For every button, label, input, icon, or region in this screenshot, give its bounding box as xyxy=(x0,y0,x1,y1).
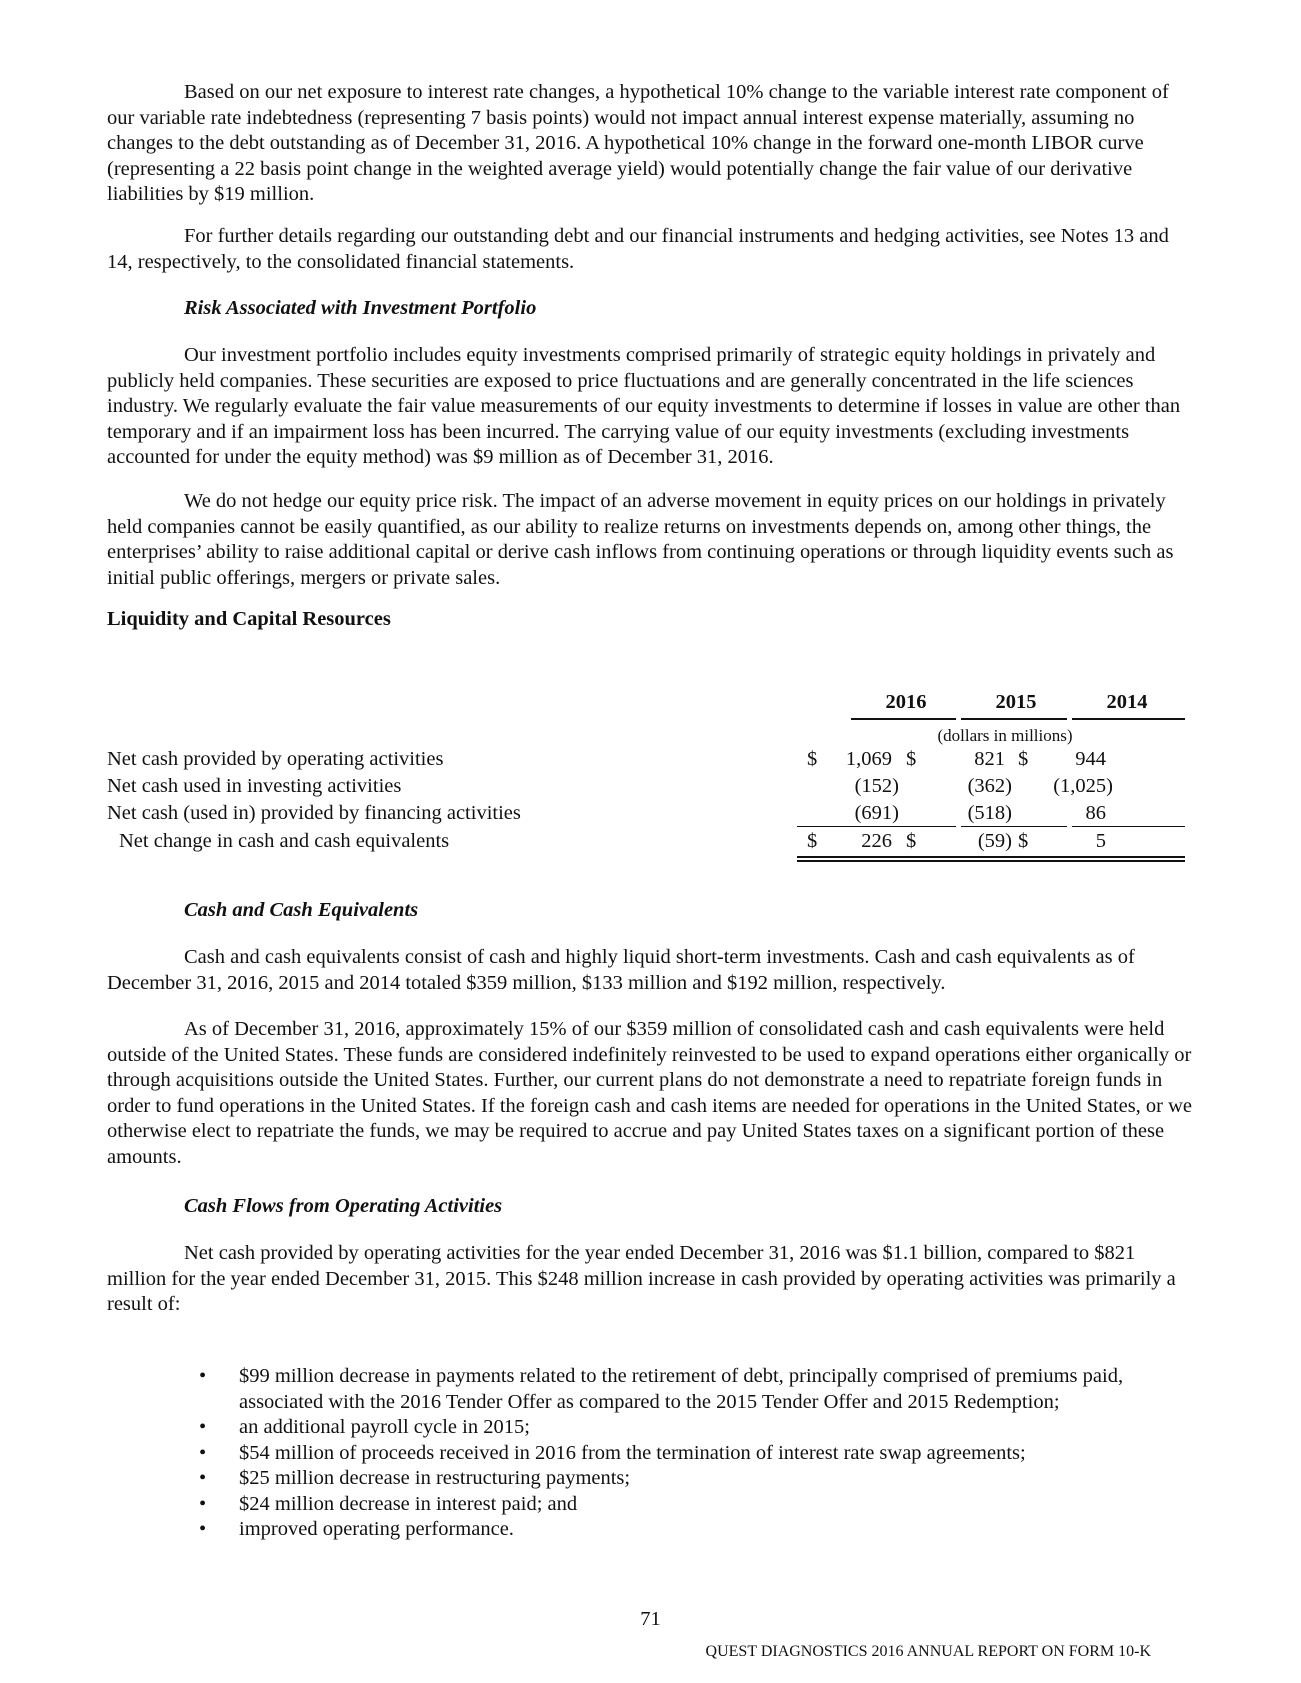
dollar-sign: $ xyxy=(807,830,818,852)
double-rule-2014-bottom xyxy=(1018,860,1185,862)
cash-flow-summary-table xyxy=(107,690,1197,870)
value-net-change-2014: 5 xyxy=(1095,830,1106,852)
list-item xyxy=(184,1364,1194,1415)
total-rule-2014 xyxy=(1072,826,1185,827)
value-financing-2014: 86 xyxy=(1085,802,1106,824)
total-rule-2015 xyxy=(961,826,1067,827)
table-units-label: (dollars in millions) xyxy=(937,726,1073,745)
value-net-change-2016: 226 xyxy=(861,830,892,852)
row-label-net-change: Net change in cash and cash equivalents xyxy=(119,830,450,852)
value-financing-2015: (518) xyxy=(967,802,1012,824)
report-footer: QUEST DIAGNOSTICS 2016 ANNUAL REPORT ON FORM 10-K xyxy=(705,1643,1151,1660)
value-financing-2016: (691) xyxy=(854,802,899,824)
row-label-financing: Net cash (used in) provided by financing activities xyxy=(107,802,521,824)
list-item xyxy=(184,1492,1194,1518)
paragraph-further-details: For further details regarding our outstanding debt and our financial instruments and hedging activities, see Notes 13 and 14, respectively, to the consolidated financial statements. xyxy=(107,225,1169,273)
dollar-sign: $ xyxy=(906,830,917,852)
heading-risk-investment-portfolio: Risk Associated with Investment Portfolio xyxy=(184,297,537,319)
heading-cash-flows-operating: Cash Flows from Operating Activities xyxy=(184,1195,503,1217)
value-investing-2015: (362) xyxy=(967,775,1012,797)
year-header-2014: 2014 xyxy=(1106,691,1148,713)
value-operating-2014: 944 xyxy=(1075,748,1106,770)
paragraph-cash-equivalents: Cash and cash equivalents consist of cash and highly liquid short-term investments. Cash and cash equivalents as of December 31, 2016, 2015 and 2014 totaled $359 million, $133 million and $192 million, respectively. xyxy=(107,946,1135,994)
total-rule-2016 xyxy=(797,826,956,827)
value-investing-2016: (152) xyxy=(854,775,899,797)
year-header-2016: 2016 xyxy=(885,691,927,713)
list-item-text: $25 million decrease in restructuring payments; xyxy=(239,1467,631,1489)
value-investing-2014: (1,025) xyxy=(1053,775,1113,797)
list-item xyxy=(184,1441,1194,1467)
list-item xyxy=(184,1517,1194,1543)
paragraph-interest-rate-exposure: Based on our net exposure to interest rate changes, a hypothetical 10% change to the variable interest rate component of our variable rate indebtedness (representing 7 basis points) would not impact annual interest expense materially, assuming no changes to the debt outstanding as of December 31, 2016. A hypothetical 10% change in the forward one-month LIBOR curve (representing a 22 basis point change in the weighted average yield) would potentially change the fair value of our derivative liabilities by $19 million. xyxy=(107,81,1169,205)
paragraph-foreign-cash: As of December 31, 2016, approximately 15% of our $359 million of consolidated cash and cash equivalents were held outside of the United States. These funds are considered indefinitely reinvested to be used to expand operations either organically or through acquisitions outside the United States. Further, our current plans do not demonstrate a need to repatriate foreign funds in order to fund operations in the United States. If the foreign cash and cash items are needed for operations in the United States, or we otherwise elect to repatriate the funds, we may be required to accrue and pay United States taxes on a significant portion of these amounts. xyxy=(107,1018,1193,1168)
value-operating-2015: 821 xyxy=(974,748,1005,770)
value-operating-2016: 1,069 xyxy=(845,748,892,770)
page-number: 71 xyxy=(640,1608,661,1630)
header-rule-2016 xyxy=(851,718,956,720)
dollar-sign: $ xyxy=(906,748,917,770)
list-item-text: $99 million decrease in payments related to the retirement of debt, principally comprised of premiums paid, associated with the 2016 Tender Offer as compared to the 2015 Tender Offer and 2015 Redemption; xyxy=(239,1365,1124,1413)
bullet-icon: • xyxy=(199,1441,207,1464)
year-header-2015: 2015 xyxy=(995,691,1037,713)
list-item xyxy=(184,1415,1194,1441)
header-rule-2015 xyxy=(961,718,1067,720)
dollar-sign: $ xyxy=(1018,830,1029,852)
header-rule-2014 xyxy=(1072,718,1185,720)
double-rule-2014-top xyxy=(1018,856,1185,858)
list-item xyxy=(184,1466,1194,1492)
heading-liquidity-capital-resources: Liquidity and Capital Resources xyxy=(107,608,391,630)
bullet-icon: • xyxy=(199,1365,207,1387)
bullet-icon: • xyxy=(199,1467,207,1489)
bullet-icon: • xyxy=(199,1416,207,1438)
paragraph-operating-cash-flow: Net cash provided by operating activities for the year ended December 31, 2016 was $1.1 billion, compared to $821 million for the year ended December 31, 2015. This $248 million increase in cash provided by operating activities was primarily a result of: xyxy=(107,1242,1176,1315)
dollar-sign: $ xyxy=(807,748,818,770)
list-item-text: improved operating performance. xyxy=(239,1518,514,1540)
value-net-change-2015: (59) xyxy=(977,830,1012,852)
paragraph-investment-portfolio: Our investment portfolio includes equity investments comprised primarily of strategic equity holdings in privately and publicly held companies. These securities are exposed to price fluctuations and are generally concentrated in the life sciences industry. We regularly evaluate the fair value measurements of our equity investments to determine if losses in value are other than temporary and if an impairment loss has been incurred. The carrying value of our equity investments (excluding investments accounted for under the equity method) was $9 million as of December 31, 2016. xyxy=(107,344,1181,468)
list-item-text: $54 million of proceeds received in 2016 from the termination of interest rate swap agreements; xyxy=(239,1441,1026,1464)
row-label-investing: Net cash used in investing activities xyxy=(107,775,402,797)
operating-cash-drivers-list xyxy=(184,1364,1194,1543)
dollar-sign: $ xyxy=(1018,748,1029,770)
bullet-icon: • xyxy=(199,1492,207,1515)
heading-cash-and-cash-equivalents: Cash and Cash Equivalents xyxy=(184,899,419,921)
paragraph-equity-price-risk: We do not hedge our equity price risk. The impact of an adverse movement in equity prices on our holdings in privately held companies cannot be easily quantified, as our ability to realize returns on investments depends on, among other things, the enterprises’ ability to raise additional capital or derive cash inflows from continuing operations or through liquidity events such as initial public offerings, mergers or private sales. xyxy=(107,490,1174,589)
list-item-text: $24 million decrease in interest paid; and xyxy=(239,1492,578,1515)
row-label-operating: Net cash provided by operating activities xyxy=(107,748,444,770)
bullet-icon: • xyxy=(199,1518,207,1540)
list-item-text: an additional payroll cycle in 2015; xyxy=(239,1416,530,1438)
